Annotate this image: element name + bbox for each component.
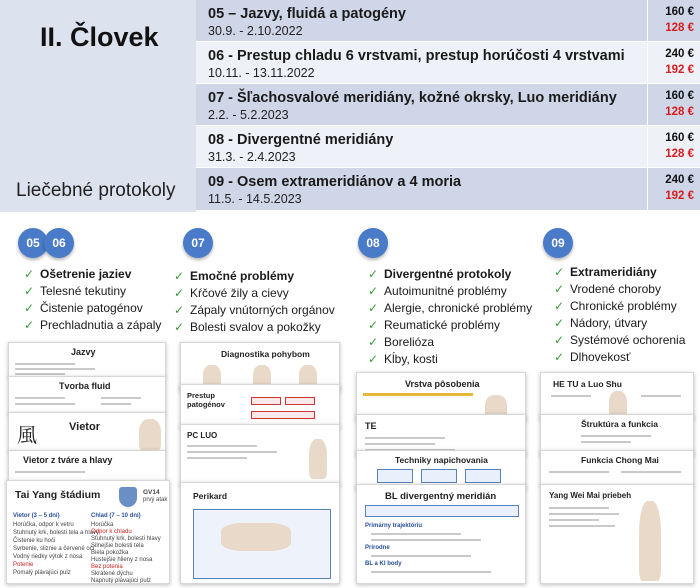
course-price: 240 € — [665, 174, 694, 186]
check-icon: ✓ — [24, 284, 35, 298]
course-dates: 2.2. - 5.2.2023 — [208, 108, 289, 122]
list-item: ✓ Chronické problémy — [554, 299, 677, 313]
topic-list-08 — [368, 266, 532, 368]
page-title: II. Človek — [40, 22, 159, 52]
text-line — [371, 539, 481, 541]
list-item: ✓ Nádory, útvary — [554, 316, 648, 330]
text-line — [15, 471, 85, 473]
course-discount-price: 128 € — [665, 22, 694, 34]
anatomy-figure — [639, 501, 661, 581]
symptom: Horúčka, odpor k vetru — [13, 522, 74, 528]
cold-column-head: Chlad (7 – 10 dní) — [91, 513, 141, 519]
list-item: ✓ Ošetrenie jaziev — [24, 267, 132, 281]
course-discount-price: 192 € — [665, 64, 694, 76]
course-price: 160 € — [665, 6, 694, 18]
text-line — [187, 445, 257, 447]
course-price: 240 € — [665, 48, 694, 60]
list-item: ✓ Divergentné protokoly — [368, 267, 512, 281]
slide-title: PC LUO — [187, 431, 218, 440]
course-title: 05 – Jazvy, fluidá a patogény — [208, 6, 406, 22]
course-dates: 30.9. - 2.10.2022 — [208, 24, 303, 38]
symptom: Bez potenia — [91, 564, 123, 570]
title-panel — [0, 0, 196, 212]
slide-subtitle: Yang Wei Mai priebeh — [549, 491, 632, 500]
text-line — [187, 451, 277, 453]
check-icon: ✓ — [554, 282, 565, 296]
slide-title: Techniky napichovania — [395, 455, 488, 465]
list-item: ✓ Telesné tekutiny — [24, 284, 127, 298]
course-title: 07 - Šľachosvalové meridiány, kožné okrsky, Luo meridiány — [208, 90, 617, 106]
symptom: Svrbenie, sliznie a červené oči — [13, 546, 95, 552]
diagram-box — [377, 469, 413, 483]
list-item: ✓ Vrodené choroby — [554, 282, 661, 296]
text-line — [15, 373, 65, 375]
slide-thumb-yang-wei-mai[interactable] — [540, 484, 694, 584]
column-divider — [647, 0, 648, 42]
slide-title: Perikard — [193, 491, 228, 501]
course-discount-price: 192 € — [665, 190, 694, 202]
list-item: ✓ Alergie, chronické problémy — [368, 301, 533, 315]
badge-05[interactable]: 05 — [18, 228, 48, 258]
text-line — [365, 437, 445, 439]
symptom: Skrátené dýchu — [91, 571, 133, 577]
slide-title: Jazvy — [71, 347, 96, 357]
badge-06[interactable]: 06 — [44, 228, 74, 258]
arm-figure — [221, 523, 291, 551]
slide-tag: TE — [365, 421, 377, 431]
course-dates: 31.3. - 2.4.2023 — [208, 150, 296, 164]
list-item: ✓ Autoimunitné problémy — [368, 284, 507, 298]
text-line — [365, 443, 435, 445]
check-icon: ✓ — [368, 318, 379, 332]
slide-title: Vrstva pôsobenia — [405, 379, 480, 389]
topic-list-09 — [554, 264, 685, 366]
anatomy-figure — [309, 439, 327, 479]
course-title: 09 - Osem extrameridiánov a 4 moria — [208, 174, 462, 190]
symptom: Vodný riedky výtok z nosa — [13, 554, 83, 560]
list-item: ✓ Bolesti svalov a pokožky — [174, 320, 321, 334]
diagram-box — [285, 397, 315, 405]
check-icon: ✓ — [554, 333, 565, 347]
check-icon: ✓ — [554, 350, 565, 364]
check-icon: ✓ — [24, 301, 35, 315]
list-item: ✓ Čistenie patogénov — [24, 301, 143, 315]
course-price: 160 € — [665, 90, 694, 102]
symptom: Potenie — [13, 562, 34, 568]
symptom: Odpor k chladu — [91, 529, 132, 535]
course-row-09[interactable] — [196, 168, 700, 210]
text-line — [549, 519, 599, 521]
anatomy-figure — [139, 419, 161, 451]
text-line — [621, 471, 681, 473]
column-divider — [647, 126, 648, 168]
check-icon: ✓ — [368, 267, 379, 281]
check-icon: ✓ — [174, 269, 185, 283]
text-line — [581, 435, 651, 437]
course-dates: 11.5. - 14.5.2023 — [208, 192, 302, 206]
symptom: Silnejšie bolesti tela — [91, 543, 144, 549]
section-label: Primárny trajektóriu — [365, 523, 423, 529]
slide-thumb-vietor-z-tvare[interactable] — [8, 450, 166, 482]
diagram-box — [251, 397, 281, 405]
symptom: Stuhnutý krk, bolesti hlavy — [91, 536, 161, 542]
slide-thumb-bl-divergentny[interactable] — [356, 484, 526, 584]
list-item: ✓ Dlhovekosť — [554, 350, 631, 364]
wind-glyph: 風 — [17, 425, 37, 447]
text-line — [101, 397, 141, 399]
symptom: Pomalý plávajúci pulz — [13, 570, 71, 576]
column-divider — [647, 42, 648, 84]
symptom: Biela pokožka — [91, 550, 129, 556]
check-icon: ✓ — [554, 265, 565, 279]
course-discount-price: 128 € — [665, 148, 694, 160]
check-icon: ✓ — [24, 318, 35, 332]
course-row-06[interactable] — [196, 42, 700, 84]
list-item: ✓ Extrameridiány — [554, 265, 657, 279]
topic-list-07 — [174, 268, 335, 336]
slide-title: Diagnostika pohybom — [221, 349, 310, 359]
check-icon: ✓ — [554, 299, 565, 313]
check-icon: ✓ — [368, 352, 379, 366]
slide-thumb-tvorba-fluid[interactable] — [8, 376, 166, 414]
slide-title: Prestup patogénov — [187, 391, 225, 409]
slide-thumb-pc-luo[interactable] — [180, 424, 340, 486]
text-line — [549, 507, 609, 509]
layer-line — [363, 393, 473, 396]
list-item: ✓ Borelióza — [368, 335, 435, 349]
text-line — [101, 403, 131, 405]
course-title: 06 - Prestup chladu 6 vrstvami, prestup horúčosti 4 vrstvami — [208, 48, 625, 64]
text-line — [549, 513, 619, 515]
slide-title: HE TU a Luo Shu — [553, 379, 622, 389]
slide-title: Štruktúra a funkcia — [581, 419, 658, 429]
badge-09[interactable]: 09 — [543, 228, 573, 258]
topic-list-05-06 — [24, 266, 161, 334]
text-line — [371, 555, 471, 557]
first-attack-label: prvý atak — [143, 497, 168, 503]
symptom: Napnutý plávajúci pulz — [91, 578, 152, 584]
course-row-05[interactable] — [196, 0, 700, 42]
slide-thumb-tai-yang[interactable] — [6, 480, 170, 584]
symptom: Horúčka — [91, 522, 114, 528]
text-line — [15, 368, 95, 370]
text-line — [371, 533, 461, 535]
list-item: ✓ Zápaly vnútorných orgánov — [174, 303, 335, 317]
check-icon: ✓ — [368, 301, 379, 315]
section-label: Prírodne — [365, 545, 390, 551]
course-discount-price: 128 € — [665, 106, 694, 118]
slide-title: Tvorba fluid — [59, 381, 111, 391]
course-list — [196, 0, 700, 212]
check-icon: ✓ — [554, 316, 565, 330]
badge-08[interactable]: 08 — [358, 228, 388, 258]
column-divider — [647, 168, 648, 210]
check-icon: ✓ — [24, 267, 35, 281]
slide-thumb-he-tu[interactable] — [540, 372, 694, 420]
shield-icon — [119, 487, 137, 507]
symptom: Hustejšie hlieny z nosa — [91, 557, 153, 563]
check-icon: ✓ — [174, 303, 185, 317]
list-item: ✓ Kĺby, kosti — [368, 352, 438, 366]
course-price: 160 € — [665, 132, 694, 144]
wind-column-head: Vietor (3 – 5 dní) — [13, 513, 60, 519]
course-dates: 10.11. - 13.11.2022 — [208, 66, 315, 80]
text-line — [641, 395, 681, 397]
list-item: ✓ Systémové ochorenia — [554, 333, 686, 347]
text-line — [581, 441, 631, 443]
course-row-08[interactable] — [196, 126, 700, 168]
text-line — [549, 525, 615, 527]
slide-thumb-perikard[interactable] — [180, 482, 340, 584]
check-icon: ✓ — [368, 335, 379, 349]
slide-title: Funkcia Chong Mai — [581, 455, 659, 465]
check-icon: ✓ — [368, 284, 379, 298]
text-line — [15, 397, 65, 399]
slide-thumb-jazvy[interactable] — [8, 342, 166, 378]
text-line — [15, 363, 75, 365]
diagram-box — [421, 469, 457, 483]
text-line — [15, 403, 75, 405]
symptom: Čistenie ku hoči — [13, 538, 56, 544]
slide-thumb-vietor[interactable] — [8, 412, 166, 452]
list-item: ✓ Prechladnutia a zápaly — [24, 318, 162, 332]
diagram-box — [365, 505, 519, 517]
slide-thumb-chong-mai[interactable] — [540, 450, 694, 486]
slide-title: Vietor z tváre a hlavy — [23, 455, 113, 465]
list-item: ✓ Reumatické problémy — [368, 318, 501, 332]
header — [0, 0, 700, 212]
text-line — [551, 395, 591, 397]
list-item: ✓ Kŕčové žily a cievy — [174, 286, 289, 300]
course-title: 08 - Divergentné meridiány — [208, 132, 394, 148]
slide-thumb-prestup[interactable] — [180, 384, 340, 428]
slide-title: Vietor — [69, 421, 100, 433]
diagram-box — [465, 469, 501, 483]
diagram-box — [251, 411, 315, 419]
column-divider — [647, 84, 648, 126]
text-line — [549, 471, 609, 473]
text-line — [371, 571, 491, 573]
gv14-label: GV14 — [143, 489, 160, 496]
text-line — [187, 457, 247, 459]
section-label: BL a KI body — [365, 561, 402, 567]
list-item: ✓ Emočné problémy — [174, 269, 295, 283]
course-row-07[interactable] — [196, 84, 700, 126]
symptom: Stuhnutý krk, bolesti tela a hlavy — [13, 530, 100, 536]
page-subtitle: Liečebné protokoly — [16, 180, 176, 201]
badge-07[interactable]: 07 — [183, 228, 213, 258]
slide-title: BL divergentný meridián — [385, 491, 497, 502]
check-icon: ✓ — [174, 320, 185, 334]
slide-title: Tai Yang štádium — [15, 489, 101, 501]
check-icon: ✓ — [174, 286, 185, 300]
